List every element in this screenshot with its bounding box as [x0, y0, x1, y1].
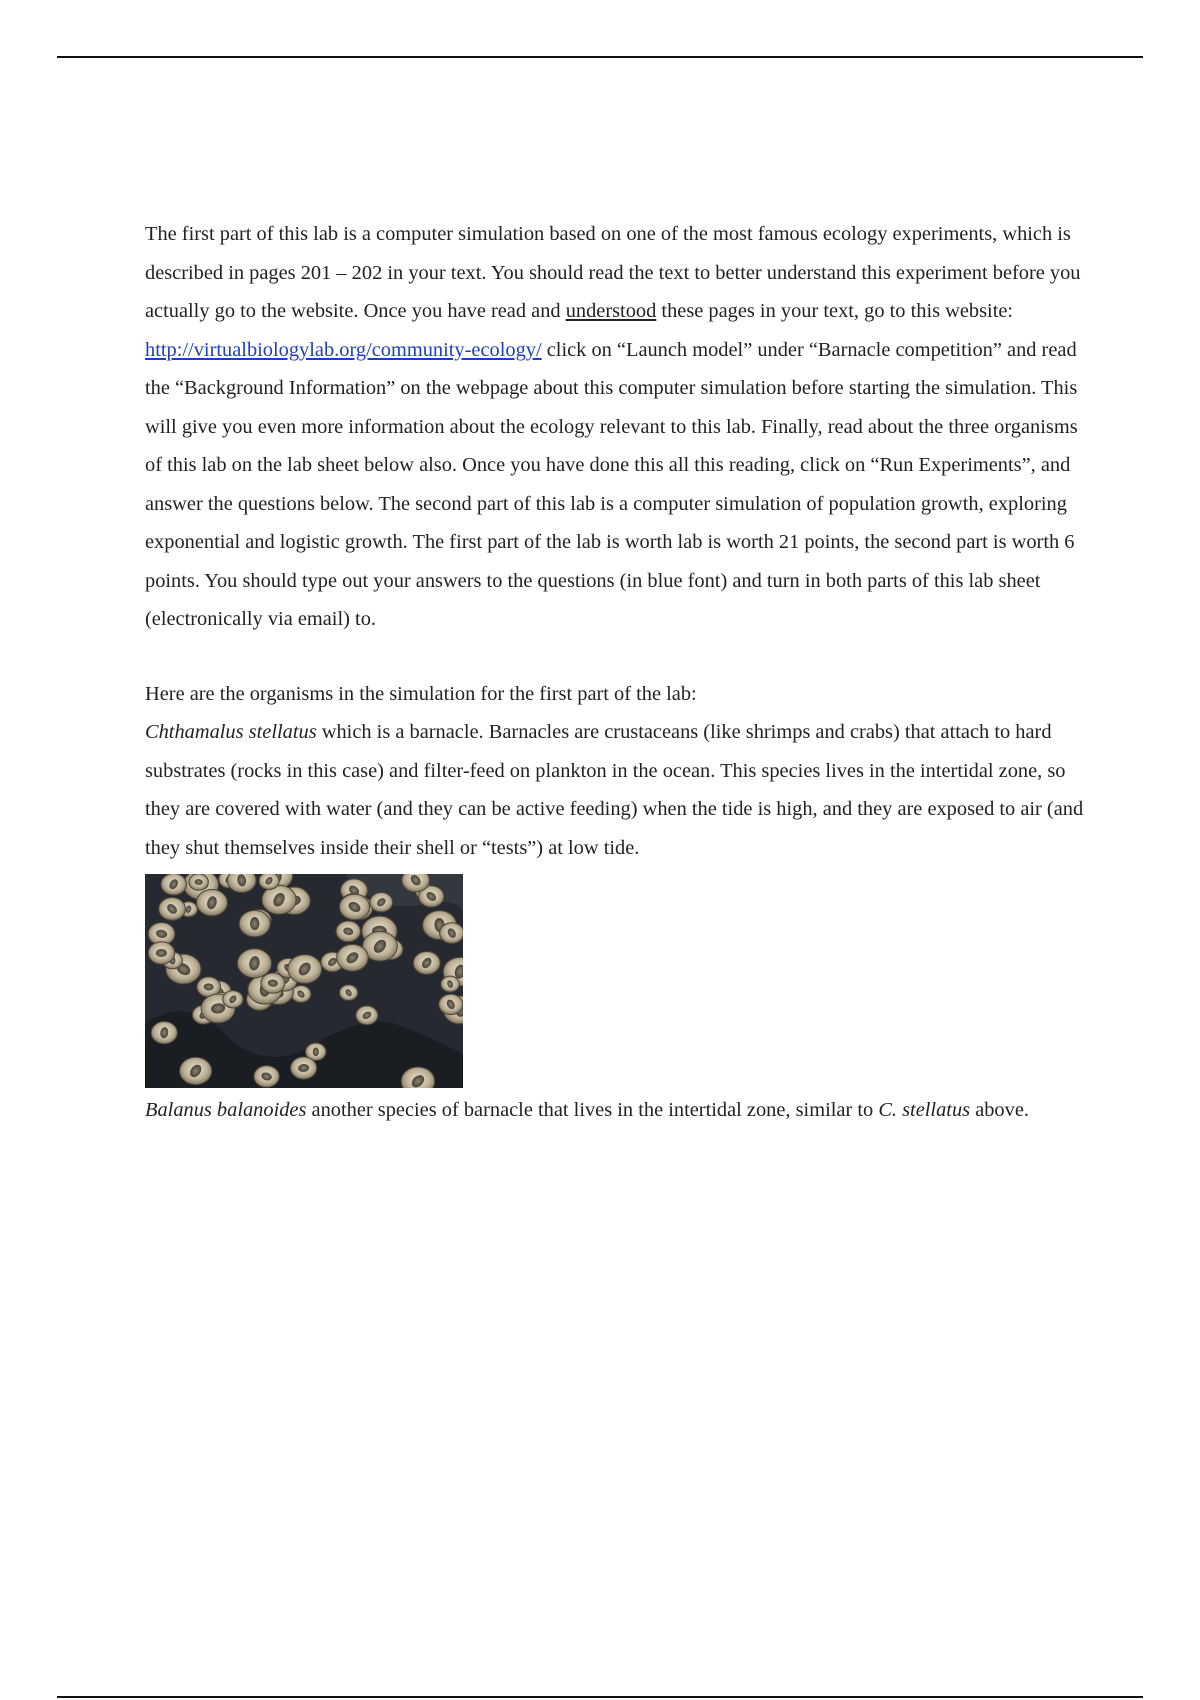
balanus-paragraph — [145, 1091, 1090, 1130]
organisms-heading: Here are the organisms in the simulation for the first part of the lab: — [145, 682, 697, 705]
intro-text-1: The first part of this lab is a computer simulation based on one of the most famous ecology experiments, which is described in pages 201 – 202 in your text. You should read the text to better understand this experiment before you actually go to the website. Once you have read and — [145, 223, 1081, 322]
chthamalus-species-name: Chthamalus stellatus — [145, 721, 317, 743]
balanus-species-name: Balanus balanoides — [145, 1099, 307, 1121]
intro-paragraph — [145, 215, 1090, 639]
underlined-word: understood — [565, 300, 657, 322]
balanus-description-end: above. — [970, 1099, 1029, 1121]
website-link[interactable]: http://virtualbiologylab.org/community-ecology/ — [145, 338, 542, 361]
balanus-description: another species of barnacle that lives in the intertidal zone, similar to — [306, 1099, 879, 1121]
document-body — [145, 215, 1090, 1130]
barnacle-photo — [145, 874, 463, 1088]
barnacle-photo-image — [145, 874, 463, 1088]
chthamalus-description: which is a barnacle. Barnacles are crustaceans (like shrimps and crabs) that attach to hard substrates (rocks in this case) and filter-feed on plankton in the ocean. This species lives in the intertidal zone, so they are covered with water (and they can be active feeding) when the tide is high, and they are exposed to air (and they shut themselves inside their shell or “tests”) at low tide. — [145, 721, 1084, 859]
intro-text-3: click on “Launch model” under “Barnacle competition” and read the “Background Information” on the webpage about this computer simulation before starting the simulation. This will give you even more information about the ecology relevant to this lab. Finally, read about the three organisms of this lab on the lab sheet below also. Once you have done this all this reading, click on “Run Experiments”, and answer the questions below. The second part of this lab is a computer simulation of population growth, exploring exponential and logistic growth. The first part of the lab is worth lab is worth 21 points, the second part is worth 6 points. You should type out your answers to the questions (in blue font) and turn in both parts of this lab sheet (electronically via email) to. — [145, 338, 1078, 630]
paragraph-gap — [145, 639, 1090, 675]
chthamalus-paragraph — [145, 713, 1090, 867]
stellatus-reference: C. stellatus — [878, 1099, 971, 1121]
header-rule — [57, 56, 1143, 58]
intro-text-2: these pages in your text, go to this website: — [656, 300, 1014, 322]
footer-rule — [57, 1696, 1143, 1698]
